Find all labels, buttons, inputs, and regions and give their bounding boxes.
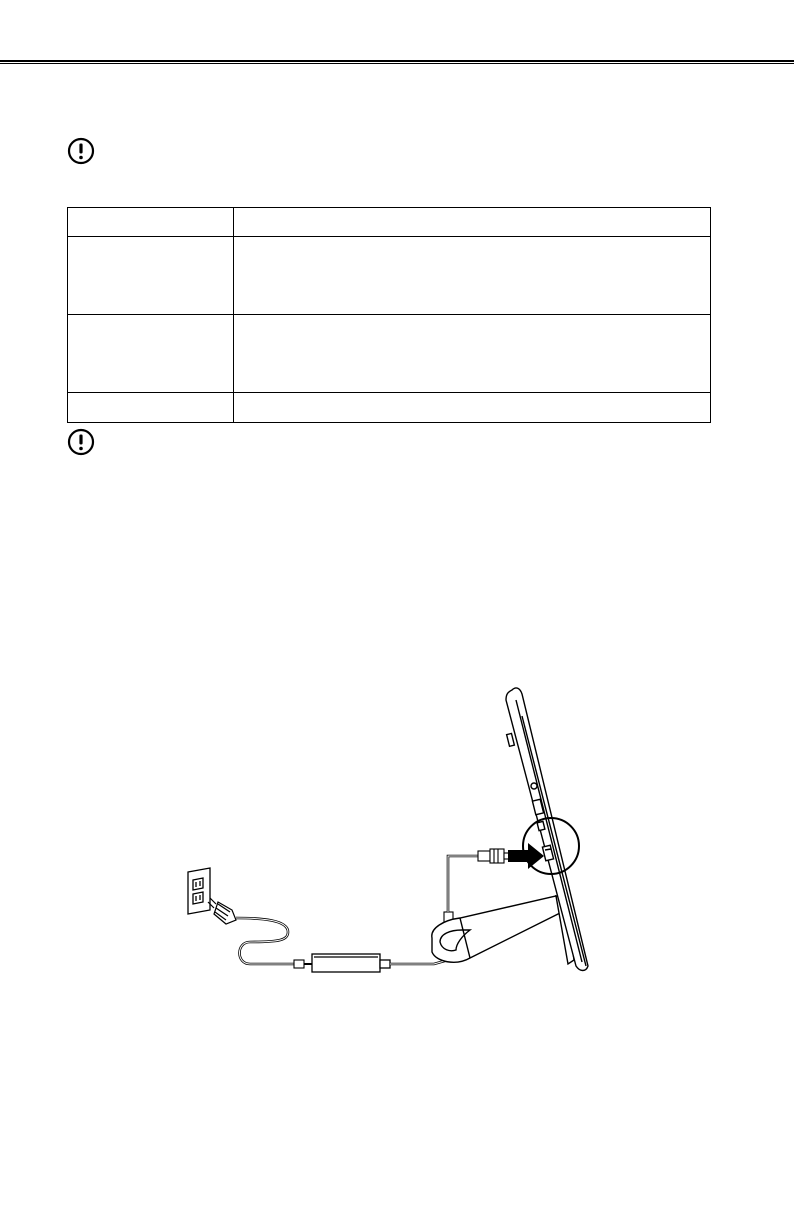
power-connection-illustration xyxy=(160,680,620,990)
table-cell xyxy=(234,208,711,237)
spec-table xyxy=(67,207,711,423)
table-cell xyxy=(234,393,711,423)
table-row xyxy=(68,393,711,423)
caution-icon xyxy=(67,428,95,456)
table-cell xyxy=(68,393,234,423)
caution-icon xyxy=(67,137,95,165)
power-adapter xyxy=(312,954,390,972)
table-cell xyxy=(234,237,711,315)
table-cell xyxy=(68,208,234,237)
table-cell xyxy=(234,315,711,393)
power-plug xyxy=(208,898,236,924)
table-cell xyxy=(68,237,234,315)
table-cell xyxy=(68,315,234,393)
computer-stand xyxy=(432,896,574,964)
insert-arrow-icon xyxy=(508,843,544,869)
table-row xyxy=(68,315,711,393)
dc-plug xyxy=(478,849,510,863)
table-row xyxy=(68,237,711,315)
wall-outlet xyxy=(188,868,210,914)
table-row xyxy=(68,208,711,237)
header-rule xyxy=(0,60,794,62)
